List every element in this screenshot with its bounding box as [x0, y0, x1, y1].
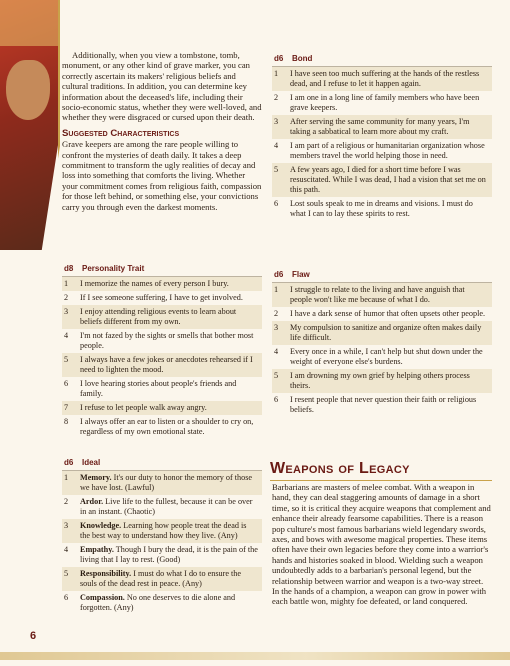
table-row	[272, 139, 492, 163]
row-num: 5	[64, 355, 69, 364]
table-row	[62, 567, 262, 591]
row-num: 3	[274, 117, 279, 126]
table-row	[272, 321, 492, 345]
row-text: I always have a few jokes or anecdotes rehearsed if I need to lighten the mood.	[80, 355, 253, 374]
footer-decoration	[0, 652, 510, 660]
row-text	[80, 569, 262, 589]
personality-die: d8	[64, 264, 74, 273]
row-num: 3	[64, 521, 69, 530]
row-num: 5	[274, 371, 279, 380]
table-row	[62, 277, 262, 291]
row-keyword: Responsibility.	[80, 569, 132, 578]
row-keyword: Ardor.	[80, 497, 104, 506]
personality-table	[62, 262, 262, 439]
row-num: 4	[274, 347, 279, 356]
row-num: 8	[64, 417, 69, 426]
row-text: I'm not fazed by the sights or smells that bother most people.	[80, 331, 254, 350]
row-text	[80, 473, 262, 493]
row-num: 3	[274, 323, 279, 332]
table-row	[272, 307, 492, 321]
page-number: 6	[30, 630, 37, 642]
row-num: 1	[274, 285, 279, 294]
suggested-characteristics-heading: Suggested Characteristics	[62, 127, 180, 139]
row-text: I refuse to let people walk away angry.	[80, 403, 207, 412]
heading-divider	[270, 480, 492, 481]
row-num: 3	[64, 307, 69, 316]
row-text: I memorize the names of every person I bury.	[80, 279, 229, 288]
table-row	[272, 163, 492, 197]
table-row	[62, 353, 262, 377]
table-row	[272, 283, 492, 307]
personality-table-header	[62, 262, 262, 277]
table-row	[272, 197, 492, 221]
row-keyword: Empathy.	[80, 545, 114, 554]
row-num: 6	[274, 199, 279, 208]
row-text	[80, 497, 262, 517]
table-row	[272, 115, 492, 139]
bond-table-header	[272, 52, 492, 67]
flaw-title: Flaw	[292, 270, 310, 279]
table-row	[62, 291, 262, 305]
row-keyword: Memory.	[80, 473, 112, 482]
table-row	[272, 369, 492, 393]
bond-die: d6	[274, 54, 284, 63]
row-num: 2	[64, 497, 69, 506]
table-row	[62, 543, 262, 567]
row-text: I resent people that never question their faith or religious beliefs.	[290, 395, 477, 414]
row-desc: Live life to the fullest, because it can be over in an instant. (Chaotic)	[80, 497, 253, 516]
ideal-die: d6	[64, 458, 74, 467]
row-text: Lost souls speak to me in dreams and visions. I must do what I can to lay these spirits to rest.	[290, 199, 473, 218]
illustration-face	[6, 60, 50, 120]
table-row	[62, 401, 262, 415]
table-row	[62, 305, 262, 329]
row-text: I enjoy attending religious events to learn about beliefs different from my own.	[80, 307, 237, 326]
row-text: I am drowning my own grief by helping others process theirs.	[290, 371, 470, 390]
suggested-characteristics-text: Grave keepers are among the rare people willing to confront the mysteries of death daily. It takes a deep commitment to transform the ugly realities of decay and loss into something that comforts the living. Whether your commitment comes from religious faith, compassion for those left behind, or something else, your convictions carry you through even the darkest moments.	[62, 139, 262, 212]
personality-title: Personality Trait	[82, 264, 145, 273]
row-text: I have seen too much suffering at the hands of the restless dead, and I refuse to let it happen again.	[290, 69, 480, 88]
row-num: 6	[64, 593, 69, 602]
bond-title: Bond	[292, 54, 313, 63]
ideal-table-header	[62, 456, 262, 471]
row-desc: I must do what I do to ensure the souls of the dead rest in peace. (Any)	[80, 569, 242, 588]
intro-section	[62, 50, 262, 212]
table-row	[272, 345, 492, 369]
row-num: 6	[64, 379, 69, 388]
row-text: I am part of a religious or humanitarian organization whose members travel the world helping those in need.	[290, 141, 485, 160]
row-text: I am one in a long line of family members who have been grave keepers.	[290, 93, 480, 112]
row-num: 2	[64, 293, 69, 302]
ideal-rows	[62, 471, 262, 615]
weapons-of-legacy-heading: Weapons of Legacy	[270, 460, 410, 477]
flaw-table-header	[272, 268, 492, 283]
row-text: Every once in a while, I can't help but shut down under the weight of everyone else's burdens.	[290, 347, 483, 366]
row-desc: No one deserves to die alone and forgotten. (Any)	[80, 593, 236, 612]
row-text: If I see someone suffering, I have to get involved.	[80, 293, 243, 302]
row-text: I love hearing stories about people's friends and family.	[80, 379, 237, 398]
table-row	[62, 471, 262, 495]
flaw-die: d6	[274, 270, 284, 279]
ideal-table	[62, 456, 262, 615]
row-text: My compulsion to sanitize and organize often makes daily life difficult.	[290, 323, 482, 342]
illustration-sky	[0, 0, 58, 46]
row-text	[80, 593, 262, 613]
row-text	[80, 521, 262, 541]
bond-rows	[272, 67, 492, 221]
flaw-table	[272, 268, 492, 417]
table-row	[62, 519, 262, 543]
row-num: 4	[64, 331, 69, 340]
row-num: 1	[274, 69, 279, 78]
row-num: 1	[64, 473, 69, 482]
row-text: A few years ago, I died for a short time before I was resuscitated. While I was dead, I had a vision that set me on this path.	[290, 165, 486, 194]
table-row	[272, 393, 492, 417]
row-text: After serving the same community for many years, I'm taking a sabbatical to learn more about my craft.	[290, 117, 470, 136]
row-desc: Learning how people treat the dead is the best way to understand how they live. (Any)	[80, 521, 247, 540]
intro-paragraph: Additionally, when you view a tombstone, tomb, monument, or any other kind of grave marker, you can correctly ascertain its makers' religious beliefs and cultural traditions. In addition, you can determine key information about the deceased's life, including their socio-economic status, whether they were well-loved, and whether they were disgraced or cursed upon their death.	[62, 50, 262, 123]
table-row	[62, 495, 262, 519]
table-row	[62, 329, 262, 353]
row-text: I have a dark sense of humor that often upsets other people.	[290, 309, 486, 318]
row-num: 2	[274, 93, 279, 102]
table-row	[272, 91, 492, 115]
table-row	[272, 67, 492, 91]
row-num: 4	[274, 141, 279, 150]
row-num: 5	[274, 165, 279, 174]
row-desc: Though I bury the dead, it is the pain of the living that I lay to rest. (Good)	[80, 545, 258, 564]
character-illustration	[0, 0, 58, 250]
table-row	[62, 415, 262, 439]
table-row	[62, 591, 262, 615]
row-num: 6	[274, 395, 279, 404]
row-desc: It's our duty to honor the memory of those we have lost. (Lawful)	[80, 473, 253, 492]
flaw-rows	[272, 283, 492, 417]
personality-rows	[62, 277, 262, 439]
row-num: 4	[64, 545, 69, 554]
row-num: 5	[64, 569, 69, 578]
row-text	[80, 545, 262, 565]
bond-table	[272, 52, 492, 221]
row-text: I struggle to relate to the living and have anguish that people won't like me because of what I do.	[290, 285, 465, 304]
row-num: 1	[64, 279, 69, 288]
weapons-of-legacy-text: Barbarians are masters of melee combat. With a weapon in hand, they can deal staggering amounts of damage in a short time, so it is critical they acquire weapons that complement and enhance their already fearsome capabilities. There is a reason pop culture's most famous barbarians wield legendary swords, axes, and bows with awesome magical properties. These items often have their own legacies before they come into a warrior's hands and histories soaked in blood. Wielding such a weapon undoubtedly adds to a barbarian's personal legend, but the relationship between warrior and weapon is a two-way street. In the hands of a champion, a weapon can grow in power with each battle won, mighty foe defeated, or land conquered.	[272, 482, 491, 607]
row-keyword: Compassion.	[80, 593, 125, 602]
row-keyword: Knowledge.	[80, 521, 122, 530]
table-row	[62, 377, 262, 401]
row-num: 7	[64, 403, 69, 412]
row-text: I always offer an ear to listen or a shoulder to cry on, regardless of my own emotional state.	[80, 417, 254, 436]
row-num: 2	[274, 309, 279, 318]
ideal-title: Ideal	[82, 458, 101, 467]
